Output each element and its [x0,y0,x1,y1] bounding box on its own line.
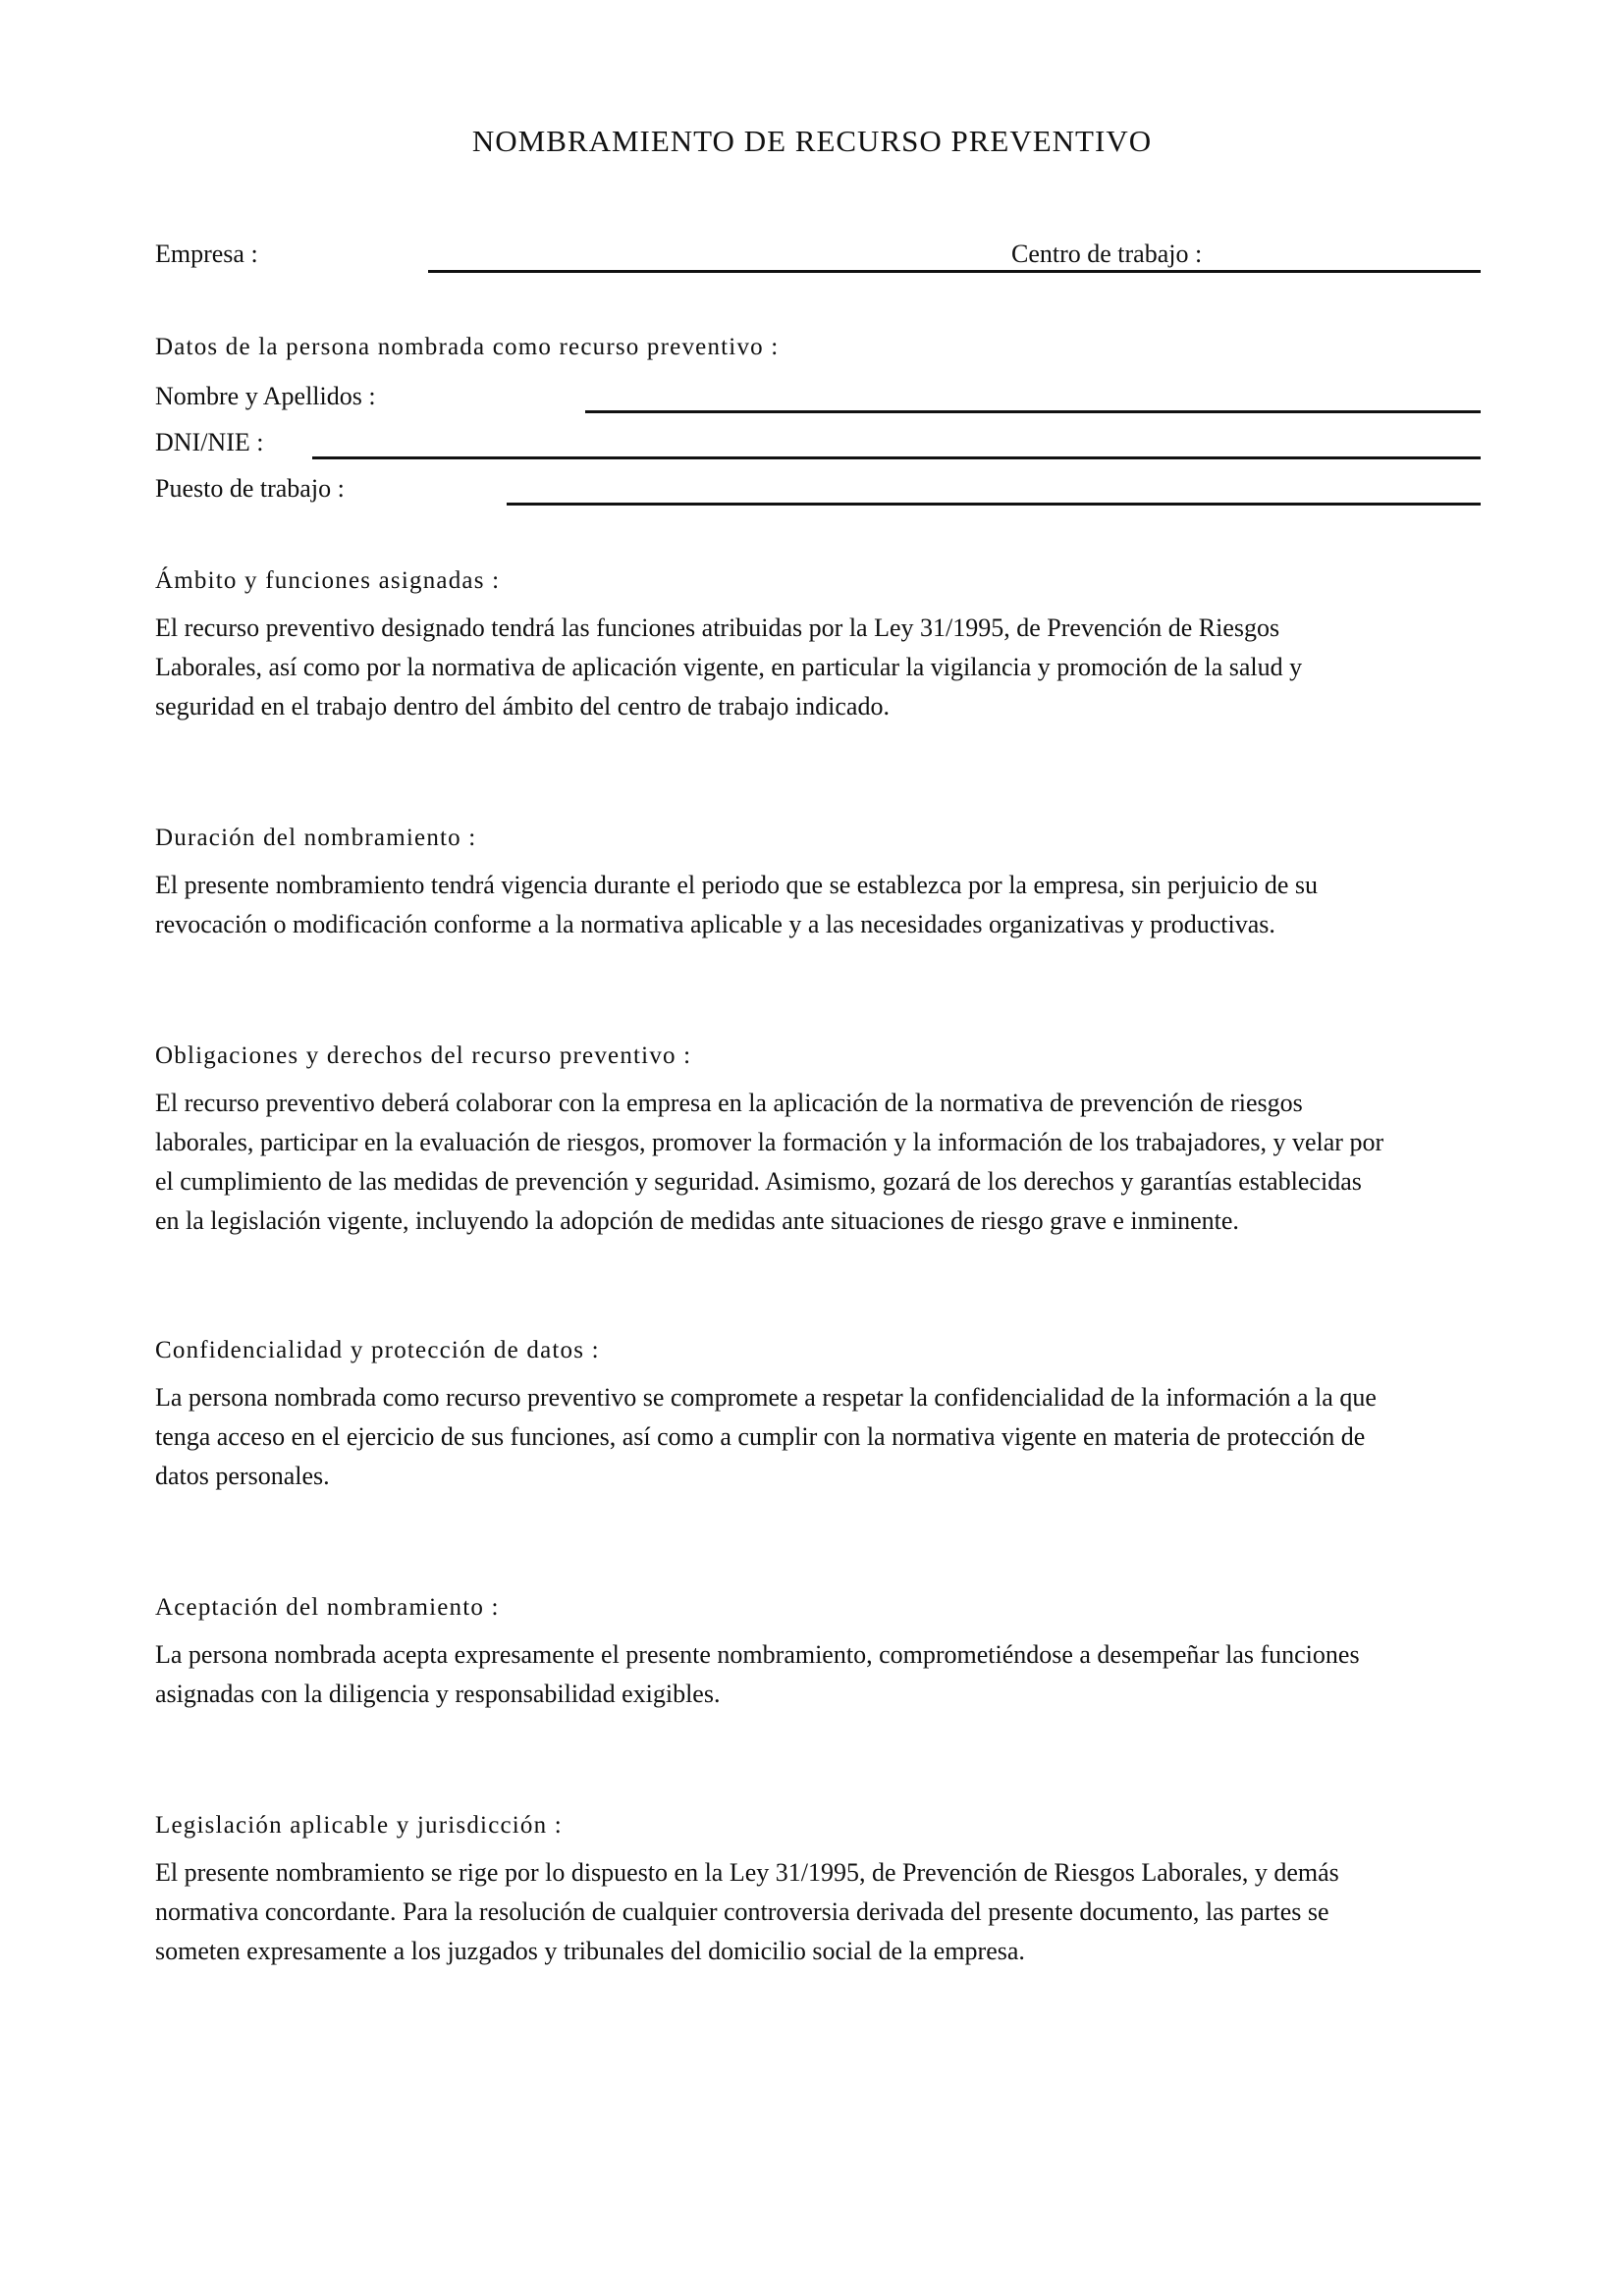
centro-label: Centro de trabajo : [1011,240,1206,269]
puesto-underline [507,503,1481,506]
confidencialidad-body: La persona nombrada como recurso preventivo se compromete a respetar la confidencialidad de la información a la que tenga acceso en el ejercicio de sus funciones, así como a cumplir con la normativa vigente en materia de protección de datos personales. [155,1383,1377,1490]
ambito-heading: Ámbito y funciones asignadas : [155,567,501,594]
legislacion-body: El presente nombramiento se rige por lo dispuesto en la Ley 31/1995, de Prevención de Riesgos Laborales, y demás normativa concordante. Para la resolución de cualquier controversia derivada del presente documento, las partes se someten expresamente a los juzgados y tribunales del domicilio social de la empresa. [155,1858,1339,1965]
obligaciones-body: El recurso preventivo deberá colaborar con la empresa en la aplicación de la normativa de prevención de riesgos laborales, participar en la evaluación de riesgos, promover la formación y la información de los trabajadores, y velar por el cumplimiento de las medidas de prevención y seguridad. Asimismo, gozará de los derechos y garantías establecidas en la legislación vigente, incluyendo la adopción de medidas ante situaciones de riesgo grave e inminente. [155,1089,1384,1235]
confidencialidad-heading: Confidencialidad y protección de datos : [155,1337,600,1363]
dni-underline [312,456,1481,459]
legislacion-heading: Legislación aplicable y jurisdicción : [155,1812,563,1839]
puesto-label: Puesto de trabajo : [155,474,345,503]
nombre-label: Nombre y Apellidos : [155,382,376,410]
empresa-underline [428,270,1481,273]
duracion-heading: Duración del nombramiento : [155,825,477,851]
document-title: NOMBRAMIENTO DE RECURSO PREVENTIVO [471,124,1153,158]
empresa-label: Empresa : [155,240,258,268]
duracion-body: El presente nombramiento tendrá vigencia durante el periodo que se establezca por la empresa, sin perjuicio de su revocación o modificación conforme a la normativa aplicable y a las necesidades organizativas y productivas. [155,871,1318,938]
aceptacion-body: La persona nombrada acepta expresamente el presente nombramiento, comprometiéndose a desempeñar las funciones asignadas con la diligencia y responsabilidad exigibles. [155,1640,1360,1708]
dni-label: DNI/NIE : [155,428,264,456]
ambito-body: El recurso preventivo designado tendrá las funciones atribuidas por la Ley 31/1995, de Prevención de Riesgos Laborales, así como por la normativa de aplicación vigente, en particular la vigilancia y promoción de la salud y seguridad en el trabajo dentro del ámbito del centro de trabajo indicado. [155,614,1303,721]
obligaciones-heading: Obligaciones y derechos del recurso preventivo : [155,1042,692,1069]
datos-heading: Datos de la persona nombrada como recurso preventivo : [155,334,780,360]
aceptacion-heading: Aceptación del nombramiento : [155,1594,500,1621]
nombre-underline [585,410,1481,413]
